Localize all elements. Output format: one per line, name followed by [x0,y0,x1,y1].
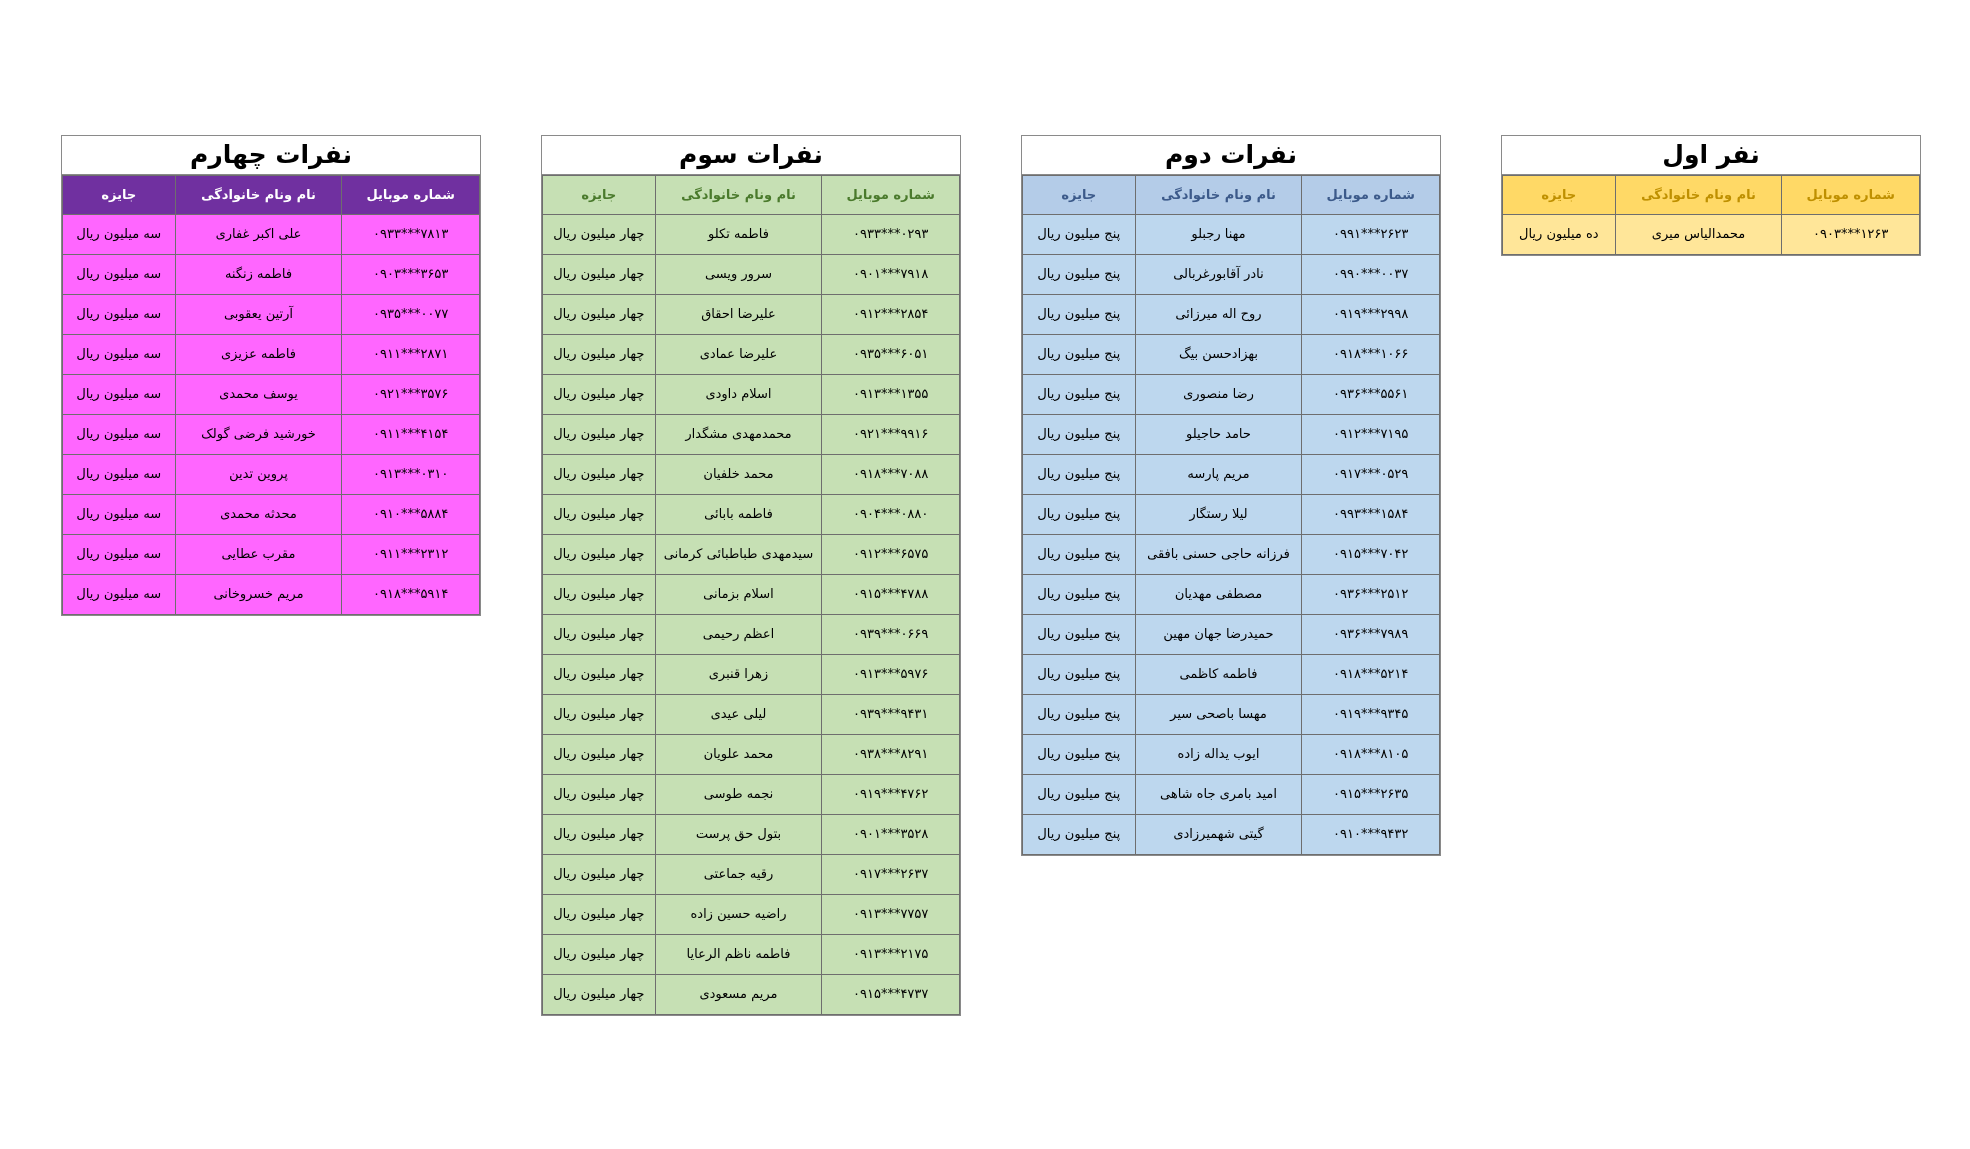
phone-cell: ۰۹۲۱***۹۹۱۶ [822,415,960,455]
header-row [1023,176,1440,215]
table-row [543,615,960,655]
prize-cell: پنج میلیون ریال [1023,375,1136,415]
winners-table-second [1021,135,1441,856]
winners-grid [542,175,960,1015]
winners-table-third [541,135,961,1016]
name-cell: رضا منصوری [1135,375,1302,415]
name-cell: علیرضا احقاق [655,295,822,335]
table-row [63,215,480,255]
prize-header: جایزه [1023,176,1136,215]
prize-cell: سه میلیون ریال [63,455,176,495]
name-header: نام ونام خانوادگی [655,176,822,215]
name-cell: محمد علویان [655,735,822,775]
table-row [543,335,960,375]
table-row [543,775,960,815]
name-cell: ایوب یداله زاده [1135,735,1302,775]
phone-cell: ۰۹۱۲***۶۵۷۵ [822,535,960,575]
phone-cell: ۰۹۹۰***۰۰۳۷ [1302,255,1440,295]
prize-cell: پنج میلیون ریال [1023,575,1136,615]
phone-cell: ۰۹۰۴***۰۸۸۰ [822,495,960,535]
table-row [1023,775,1440,815]
name-cell: مهنا رجبلو [1135,215,1302,255]
phone-cell: ۰۹۳۶***۵۵۶۱ [1302,375,1440,415]
phone-cell: ۰۹۱۸***۷۰۸۸ [822,455,960,495]
prize-cell: چهار میلیون ریال [543,815,656,855]
name-cell: محمد خلفیان [655,455,822,495]
name-cell: علی اکبر غفاری [175,215,342,255]
prize-cell: پنج میلیون ریال [1023,495,1136,535]
table-title: نفرات چهارم [62,136,480,175]
name-header: نام ونام خانوادگی [1615,176,1782,215]
prize-cell: سه میلیون ریال [63,495,176,535]
prize-cell: چهار میلیون ریال [543,935,656,975]
phone-cell: ۰۹۱۸***۱۰۶۶ [1302,335,1440,375]
prize-header: جایزه [543,176,656,215]
header-row [1503,176,1920,215]
prize-cell: پنج میلیون ریال [1023,255,1136,295]
table-row [1023,695,1440,735]
prize-cell: پنج میلیون ریال [1023,775,1136,815]
name-cell: مریم پارسه [1135,455,1302,495]
phone-cell: ۰۹۳۶***۲۵۱۲ [1302,575,1440,615]
name-cell: مقرب عطایی [175,535,342,575]
phone-cell: ۰۹۰۱***۷۹۱۸ [822,255,960,295]
name-cell: بهزادحسن بیگ [1135,335,1302,375]
phone-cell: ۰۹۱۷***۲۶۳۷ [822,855,960,895]
prize-cell: چهار میلیون ریال [543,735,656,775]
phone-cell: ۰۹۱۵***۲۶۳۵ [1302,775,1440,815]
table-row [1023,615,1440,655]
winners-grid [1022,175,1440,855]
winners-table-fourth [61,135,481,616]
name-cell: علیرضا عمادی [655,335,822,375]
name-cell: گیتی شهمیرزادی [1135,815,1302,855]
name-cell: نادر آقابورغربالی [1135,255,1302,295]
prize-cell: پنج میلیون ریال [1023,295,1136,335]
table-row [543,415,960,455]
prize-cell: سه میلیون ریال [63,535,176,575]
prize-cell: چهار میلیون ریال [543,895,656,935]
prize-cell: پنج میلیون ریال [1023,215,1136,255]
phone-cell: ۰۹۱۵***۷۰۴۲ [1302,535,1440,575]
prize-cell: چهار میلیون ریال [543,295,656,335]
prize-cell: چهار میلیون ریال [543,495,656,535]
phone-cell: ۰۹۳۳***۰۲۹۳ [822,215,960,255]
phone-cell: ۰۹۱۸***۸۱۰۵ [1302,735,1440,775]
table-row [543,975,960,1015]
prize-cell: چهار میلیون ریال [543,975,656,1015]
name-cell: حمیدرضا جهان مهین [1135,615,1302,655]
phone-cell: ۰۹۳۳***۷۸۱۳ [342,215,480,255]
prize-cell: پنج میلیون ریال [1023,535,1136,575]
prize-cell: چهار میلیون ریال [543,855,656,895]
name-cell: فاطمه کاظمی [1135,655,1302,695]
prize-cell: چهار میلیون ریال [543,695,656,735]
name-header: نام ونام خانوادگی [1135,176,1302,215]
name-cell: بتول حق پرست [655,815,822,855]
table-row [63,255,480,295]
table-row [1023,535,1440,575]
table-row [63,375,480,415]
name-cell: امید بامری جاه شاهی [1135,775,1302,815]
table-row [543,895,960,935]
phone-header: شماره موبایل [1302,176,1440,215]
winners-grid [1502,175,1920,255]
prize-cell: پنج میلیون ریال [1023,735,1136,775]
table-row [543,255,960,295]
prize-cell: پنج میلیون ریال [1023,655,1136,695]
prize-cell: چهار میلیون ریال [543,255,656,295]
phone-cell: ۰۹۳۹***۹۴۳۱ [822,695,960,735]
phone-cell: ۰۹۳۶***۷۹۸۹ [1302,615,1440,655]
phone-header: شماره موبایل [342,176,480,215]
prize-cell: پنج میلیون ریال [1023,695,1136,735]
prize-cell: ده میلیون ریال [1503,215,1616,255]
phone-cell: ۰۹۹۱***۲۶۲۳ [1302,215,1440,255]
name-cell: اعظم رحیمی [655,615,822,655]
prize-cell: چهار میلیون ریال [543,335,656,375]
name-cell: آرتین یعقوبی [175,295,342,335]
table-row [543,215,960,255]
phone-cell: ۰۹۱۲***۷۱۹۵ [1302,415,1440,455]
name-cell: زهرا قنبری [655,655,822,695]
phone-cell: ۰۹۰۳***۳۶۵۳ [342,255,480,295]
prize-cell: چهار میلیون ریال [543,375,656,415]
phone-cell: ۰۹۱۰***۹۴۳۲ [1302,815,1440,855]
table-row [543,735,960,775]
name-cell: خورشید فرضی گولک [175,415,342,455]
prize-cell: سه میلیون ریال [63,575,176,615]
name-cell: محدثه محمدی [175,495,342,535]
phone-cell: ۰۹۹۳***۱۵۸۴ [1302,495,1440,535]
phone-cell: ۰۹۱۰***۵۸۸۴ [342,495,480,535]
table-row [543,655,960,695]
phone-cell: ۰۹۳۵***۰۰۷۷ [342,295,480,335]
prize-cell: سه میلیون ریال [63,335,176,375]
table-row [543,295,960,335]
phone-cell: ۰۹۱۵***۴۷۸۸ [822,575,960,615]
name-cell: سرور ویسی [655,255,822,295]
name-header: نام ونام خانوادگی [175,176,342,215]
phone-header: شماره موبایل [1782,176,1920,215]
name-cell: روح اله میرزائی [1135,295,1302,335]
name-cell: رقیه جماعتی [655,855,822,895]
prize-cell: چهار میلیون ریال [543,415,656,455]
phone-cell: ۰۹۰۳***۱۲۶۳ [1782,215,1920,255]
prize-cell: چهار میلیون ریال [543,775,656,815]
name-cell: مصطفی مهدیان [1135,575,1302,615]
name-cell: فاطمه زنگنه [175,255,342,295]
phone-cell: ۰۹۱۳***۷۷۵۷ [822,895,960,935]
table-row [543,535,960,575]
table-row [1023,815,1440,855]
table-row [543,495,960,535]
name-cell: سیدمهدی طباطبائی کرمانی [655,535,822,575]
prize-cell: پنج میلیون ریال [1023,615,1136,655]
prize-cell: سه میلیون ریال [63,415,176,455]
prize-cell: سه میلیون ریال [63,215,176,255]
name-cell: مریم خسروخانی [175,575,342,615]
phone-cell: ۰۹۱۸***۵۹۱۴ [342,575,480,615]
phone-cell: ۰۹۱۹***۲۹۹۸ [1302,295,1440,335]
phone-cell: ۰۹۱۱***۲۳۱۲ [342,535,480,575]
winners-grid [62,175,480,615]
prize-header: جایزه [1503,176,1616,215]
prize-cell: پنج میلیون ریال [1023,455,1136,495]
prize-cell: چهار میلیون ریال [543,535,656,575]
prize-header: جایزه [63,176,176,215]
prize-cell: چهار میلیون ریال [543,455,656,495]
name-cell: محمدالیاس میری [1615,215,1782,255]
table-row [543,815,960,855]
table-row [1503,215,1920,255]
phone-cell: ۰۹۰۱***۳۵۲۸ [822,815,960,855]
phone-cell: ۰۹۱۸***۵۲۱۴ [1302,655,1440,695]
table-row [1023,575,1440,615]
name-cell: پروین تدین [175,455,342,495]
table-row [1023,655,1440,695]
table-row [63,495,480,535]
winners-table-first [1501,135,1921,256]
name-cell: فاطمه عزیزی [175,335,342,375]
table-row [63,295,480,335]
table-title: نفرات سوم [542,136,960,175]
name-cell: لیلا رستگار [1135,495,1302,535]
name-cell: فاطمه ناظم الرعایا [655,935,822,975]
name-cell: حامد حاجیلو [1135,415,1302,455]
table-row [1023,375,1440,415]
name-cell: مهسا باصحی سیر [1135,695,1302,735]
table-row [543,855,960,895]
phone-cell: ۰۹۱۹***۴۷۶۲ [822,775,960,815]
prize-cell: پنج میلیون ریال [1023,415,1136,455]
table-title: نفر اول [1502,136,1920,175]
table-row [1023,415,1440,455]
table-title: نفرات دوم [1022,136,1440,175]
phone-header: شماره موبایل [822,176,960,215]
prize-cell: سه میلیون ریال [63,375,176,415]
phone-cell: ۰۹۱۳***۰۳۱۰ [342,455,480,495]
prize-cell: چهار میلیون ریال [543,615,656,655]
table-row [63,335,480,375]
table-row [1023,335,1440,375]
table-row [1023,735,1440,775]
table-row [1023,495,1440,535]
table-row [63,575,480,615]
name-cell: محمدمهدی مشگدار [655,415,822,455]
prize-cell: چهار میلیون ریال [543,575,656,615]
phone-cell: ۰۹۱۳***۱۳۵۵ [822,375,960,415]
name-cell: اسلام بزمانی [655,575,822,615]
table-row [543,695,960,735]
phone-cell: ۰۹۱۳***۵۹۷۶ [822,655,960,695]
phone-cell: ۰۹۱۲***۲۸۵۴ [822,295,960,335]
prize-cell: چهار میلیون ریال [543,655,656,695]
table-row [63,415,480,455]
name-cell: راضیه حسین زاده [655,895,822,935]
table-row [1023,455,1440,495]
table-row [543,575,960,615]
table-row [1023,255,1440,295]
phone-cell: ۰۹۳۵***۶۰۵۱ [822,335,960,375]
prize-cell: پنج میلیون ریال [1023,815,1136,855]
phone-cell: ۰۹۱۵***۴۷۳۷ [822,975,960,1015]
header-row [63,176,480,215]
header-row [543,176,960,215]
prize-cell: سه میلیون ریال [63,295,176,335]
phone-cell: ۰۹۳۸***۸۲۹۱ [822,735,960,775]
prize-cell: سه میلیون ریال [63,255,176,295]
name-cell: نجمه طوسی [655,775,822,815]
table-row [1023,215,1440,255]
table-row [543,375,960,415]
prize-cell: پنج میلیون ریال [1023,335,1136,375]
phone-cell: ۰۹۲۱***۳۵۷۶ [342,375,480,415]
name-cell: فاطمه تکلو [655,215,822,255]
name-cell: لیلی عیدی [655,695,822,735]
table-row [63,455,480,495]
phone-cell: ۰۹۱۱***۴۱۵۴ [342,415,480,455]
phone-cell: ۰۹۱۳***۲۱۷۵ [822,935,960,975]
table-row [63,535,480,575]
table-row [543,935,960,975]
phone-cell: ۰۹۱۱***۲۸۷۱ [342,335,480,375]
prize-cell: چهار میلیون ریال [543,215,656,255]
phone-cell: ۰۹۱۹***۹۳۴۵ [1302,695,1440,735]
phone-cell: ۰۹۱۷***۰۵۲۹ [1302,455,1440,495]
name-cell: فرزانه حاجی حسنی بافقی [1135,535,1302,575]
name-cell: یوسف محمدی [175,375,342,415]
phone-cell: ۰۹۳۹***۰۶۶۹ [822,615,960,655]
table-row [543,455,960,495]
table-row [1023,295,1440,335]
name-cell: فاطمه بابائی [655,495,822,535]
name-cell: مریم مسعودی [655,975,822,1015]
name-cell: اسلام داودی [655,375,822,415]
